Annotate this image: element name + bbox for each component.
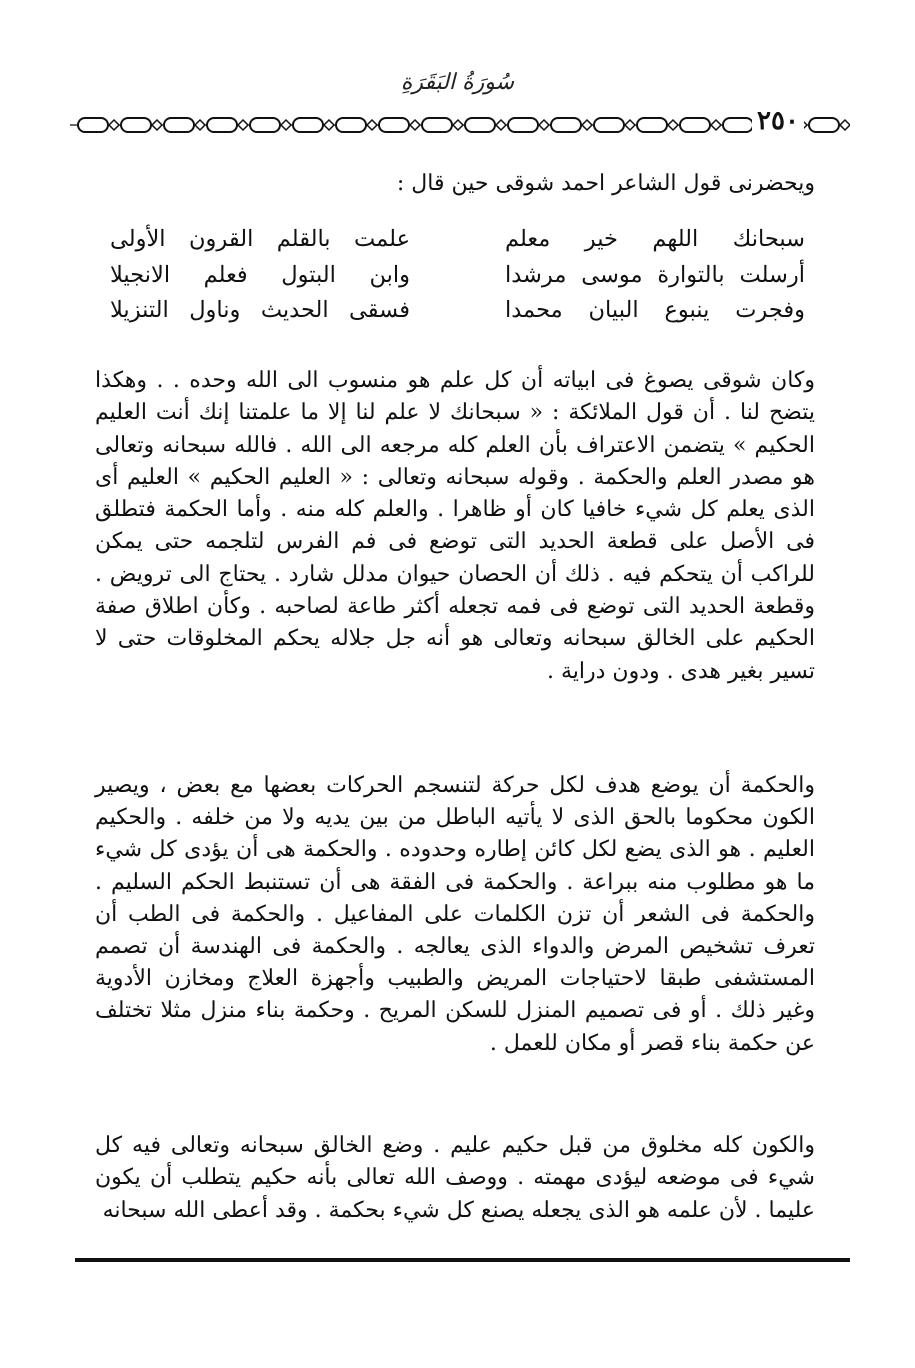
ornament-diamond (367, 120, 377, 130)
ornament-link (551, 118, 581, 132)
ornament-link (680, 118, 710, 132)
ornament-link (293, 118, 323, 132)
poem-hemistich-first: وفجرت ينبوع البيان محمدا (505, 297, 805, 323)
page-number: ٢٥٠ (752, 104, 804, 138)
ornament-diamond (324, 120, 334, 130)
ornament-diamond (840, 120, 850, 130)
paragraph: والكون كله مخلوق من قبل حكيم عليم . وضع الخالق سبحانه وتعالى فيه كل شيء فى موضعه ليؤدى مهمته . ووصف الله تعالى بأنه حكيم يتطلب أن يكون عليما . لأن علمه هو الذى يجعله يصنع كل شيء بحكمة . وقد أعطى الله سبحانه (95, 1133, 815, 1223)
ornament-diamond (711, 120, 721, 130)
poem-hemistich-first: أرسلت بالتوارة موسى مرشدا (505, 261, 805, 288)
ornament-diamond (195, 120, 205, 130)
paragraph: وكان شوقى يصوغ فى ابياته أن كل علم هو منسوب الى الله وحده . . وهكذا يتضح لنا . أن قول الملائكة : « سبحانك لا علم لنا إلا ما علمتنا إنك أنت العليم الحكيم » يتضمن الاعتراف بأن العلم كله مرجعه الى الله . فالله سبحانه وتعالى هو مصدر العلم والحكمة . وقوله سبحانه وتعالى : « العليم الحكيم » العليم أى الذى يعلم كل شيء خافيا كان أو ظاهرا . والعلم كله منه . وأما الحكمة فتطلق فى الأصل على قطعة الحديد التى توضع فى فم الفرس لتلجمه حتى يمكن للراكب أن يتحكم فيه . ذلك أن الحصان حيوان مدلل شارد . يحتاج الى ترويض . وقطعة الحديد التى توضع فى فمه تجعله أكثر طاعة لصاحبه . وكأن اطلاق صفة الحكيم على الخالق سبحانه وتعالى هو أنه جل جلاله يحكم المخلوقات حتى لا تسير بغير هدى . ودون دراية . (95, 368, 815, 684)
paragraph: والحكمة أن يوضع هدف لكل حركة لتنسجم الحركات بعضها مع بعض ، ويصير الكون محكوما بالحق الذى لا يأتيه الباطل من بين يديه ولا من خلفه . والحكيم العليم . هو الذى يضع لكل كائن إطاره وحدوده . والحكمة هى أن يؤدى كل شيء ما هو مطلوب منه ببراعة . والحكمة فى الفقة هى أن تستنبط الحكم السليم . والحكمة فى الشعر أن تزن الكلمات على المفاعيل . والحكمة فى الطب أن تعرف تشخيص المرض والدواء الذى يعالجه . والحكمة فى الهندسة أن تصمم المستشفى طبقا لاحتياجات المريض والطبيب وأجهزة العلاج ومخازن الأدوية وغير ذلك . أو فى تصميم المنزل للسكن المريح . وحكمة بناء منزل مثلا تختلف عن حكمة بناء قصر أو مكان للعمل . (95, 773, 815, 1056)
ornament-link (594, 118, 624, 132)
ornament-link (250, 118, 280, 132)
poem-verse (110, 293, 805, 329)
ornament-diamond (109, 120, 119, 130)
poem (110, 222, 805, 329)
ornament-link (637, 118, 667, 132)
bottom-rule (75, 1258, 850, 1262)
ornament-link (809, 118, 839, 132)
ornament-diamond (668, 120, 678, 130)
ornament-link (723, 118, 753, 132)
ornament-diamond (453, 120, 463, 130)
ornament-diamond (496, 120, 506, 130)
ornament-diamond (625, 120, 635, 130)
ornament-link (508, 118, 538, 132)
ornament-diamond (410, 120, 420, 130)
ornament-diamond (582, 120, 592, 130)
ornament-link (465, 118, 495, 132)
chain-ornament (70, 108, 850, 142)
poem-verse (110, 258, 805, 294)
poem-hemistich-second: علمت بالقلم القرون الأولى (110, 226, 410, 252)
ornament-diamond (281, 120, 291, 130)
ornament-link (379, 118, 409, 132)
surah-title: سُورَةُ البَقَرَةِ (400, 70, 515, 95)
poem-verse (110, 222, 805, 258)
ornament-link (422, 118, 452, 132)
ornament-diamond (539, 120, 549, 130)
ornament-link (164, 118, 194, 132)
intro-line: ويحضرنى قول الشاعر احمد شوقى حين قال : (396, 171, 815, 196)
ornamental-border (70, 108, 850, 142)
ornament-link (336, 118, 366, 132)
ornament-link (207, 118, 237, 132)
ornament-diamond (238, 120, 248, 130)
poem-hemistich-second: وابن البتول فعلم الانجيلا (110, 261, 410, 288)
poem-hemistich-first: سبحانك اللهم خير معلم (505, 226, 805, 252)
ornament-diamond (152, 120, 162, 130)
ornament-link (121, 118, 151, 132)
poem-hemistich-second: فسقى الحديث وناول التنزيلا (110, 297, 410, 323)
ornament-link (78, 118, 108, 132)
